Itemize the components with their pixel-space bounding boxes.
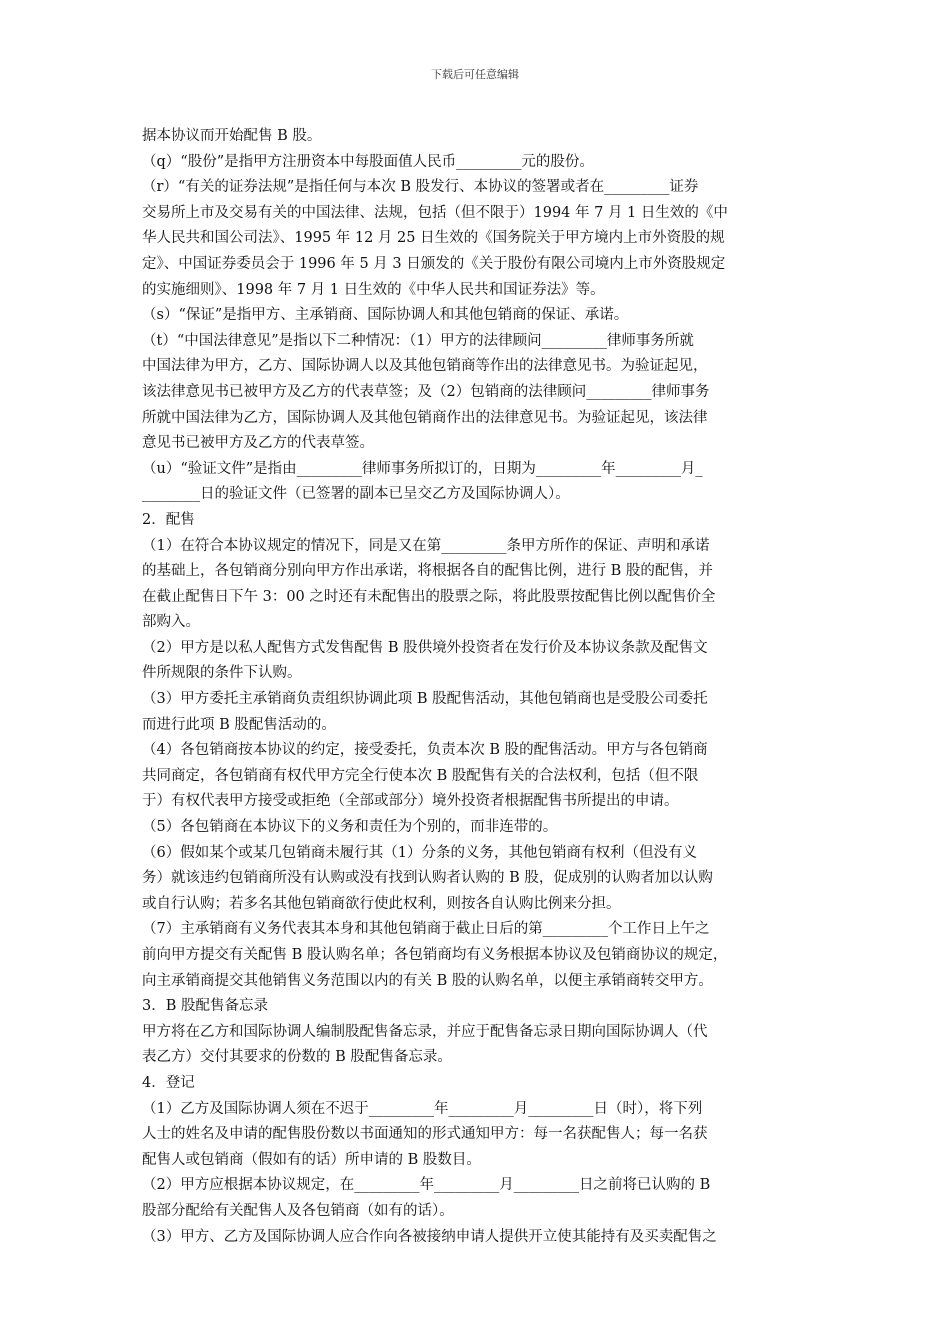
text-line: 甲方将在乙方和国际协调人编制股配售备忘录，并应于配售备忘录日期向国际协调人（代 bbox=[142, 1023, 708, 1040]
text-line: （5）各包销商在本协议下的义务和责任为个别的，而非连带的。 bbox=[142, 819, 558, 836]
text-line: 务）就该违约包销商所没有认购或没有找到认购者认购的 B 股，促成别的认购者加以认购 bbox=[142, 870, 713, 887]
text-line: 所就中国法律为乙方，国际协调人及其他包销商作出的法律意见书。为验证起见，该法律 bbox=[142, 409, 708, 426]
text-line: （6）假如某个或某几包销商未履行其（1）分条的义务，其他包销商有权利（但没有义 bbox=[142, 844, 697, 861]
text-line: 人士的姓名及申请的配售股份数以书面通知的形式通知甲方：每一名获配售人；每一名获 bbox=[142, 1126, 708, 1143]
page-header: 下载后可任意编辑 bbox=[431, 68, 519, 81]
text-line: 在截止配售日下午 3：00 之时还有未配售出的股票之际，将此股票按配售比例以配售价全 bbox=[142, 588, 716, 605]
text-line: （1）乙方及国际协调人须在不迟于_________年_________月_________日（时），将下列 bbox=[142, 1100, 703, 1117]
text-line: 表乙方）交付其要求的份数的 B 股配售备忘录。 bbox=[142, 1049, 452, 1066]
text-line: 而进行此项 B 股配售活动的。 bbox=[142, 716, 336, 733]
text-line: （t）“中国法律意见”是指以下二种情况：（1）甲方的法律顾问_________律师事务所就 bbox=[142, 332, 694, 349]
text-line: 件所规限的条件下认购。 bbox=[142, 665, 302, 682]
text-line: 定》、中国证券委员会于 1996 年 5 月 3 日颁发的《关于股份有限公司境内上市外资股规定 bbox=[142, 255, 726, 272]
text-line: 交易所上市及交易有关的中国法律、法规，包括（但不限于）1994 年 7 月 1 日生效的《中 bbox=[142, 204, 728, 221]
text-line: 配售人或包销商（假如有的话）所申请的 B 股数目。 bbox=[142, 1151, 481, 1168]
text-line: 中国法律为甲方，乙方、国际协调人以及其他包销商等作出的法律意见书。为验证起见， bbox=[142, 358, 708, 375]
text-line: 4．登记 bbox=[142, 1074, 195, 1091]
text-line: （q）“股份”是指甲方注册资本中每股面值人民币_________元的股份。 bbox=[142, 153, 594, 170]
text-line: 华人民共和国公司法》、1995 年 12 月 25 日生效的《国务院关于甲方境内上市外资股的规 bbox=[142, 230, 725, 247]
text-line: （4）各包销商按本协议的约定，接受委托，负责本次 B 股的配售活动。甲方与各包销商 bbox=[142, 742, 708, 759]
text-line: 的实施细则》、1998 年 7 月 1 日生效的《中华人民共和国证券法》等。 bbox=[142, 281, 605, 298]
text-line: （2）甲方应根据本协议规定，在_________年_________月_________日之前将已认购的 B bbox=[142, 1177, 711, 1194]
text-line: （3）甲方、乙方及国际协调人应合作向各被接纳申请人提供开立使其能持有及买卖配售之 bbox=[142, 1228, 717, 1245]
text-line: （r）“有关的证券法规”是指任何与本次 B 股发行、本协议的签署或者在_________证券 bbox=[142, 179, 699, 196]
text-line: 共同商定，各包销商有权代甲方完全行使本次 B 股配售有关的合法权利，包括（但不限 bbox=[142, 767, 699, 784]
document-body bbox=[142, 124, 818, 1250]
text-line: ________日的验证文件（已签署的副本已呈交乙方及国际协调人）。 bbox=[142, 486, 570, 503]
text-line: 意见书已被甲方及乙方的代表草签。 bbox=[142, 435, 374, 452]
text-line: 于）有权代表甲方接受或拒绝（全部或部分）境外投资者根据配售书所提出的申请。 bbox=[142, 793, 679, 810]
text-line: 股部分配给有关配售人及各包销商（如有的话）。 bbox=[142, 1202, 454, 1219]
text-line: （1）在符合本协议规定的情况下，同是又在第_________条甲方所作的保证、声明和承诺 bbox=[142, 537, 710, 554]
text-line: 或自行认购；若多名其他包销商欲行使此权利，则按各自认购比例来分担。 bbox=[142, 895, 621, 912]
text-line: （u）“验证文件”是指由_________律师事务所拟订的，日期为_________年_________月_ bbox=[142, 460, 703, 477]
text-line: 前向甲方提交有关配售 B 股认购名单；各包销商均有义务根据本协议及包销商协议的规定， bbox=[142, 947, 728, 963]
text-line: 该法律意见书已被甲方及乙方的代表草签；及（2）包销商的法律顾问_________律师事务 bbox=[142, 383, 710, 400]
text-line: （s）“保证”是指甲方、主承销商、国际协调人和其他包销商的保证、承诺。 bbox=[142, 307, 629, 324]
text-line: 2．配售 bbox=[142, 511, 195, 528]
text-line: 的基础上，各包销商分别向甲方作出承诺，将根据各自的配售比例，进行 B 股的配售，并 bbox=[142, 563, 713, 580]
text-line: 3．B 股配售备忘录 bbox=[142, 998, 268, 1015]
text-line: 向主承销商提交其他销售义务范围以内的有关 B 股的认购名单，以便主承销商转交甲方。 bbox=[142, 972, 713, 989]
text-line: （2）甲方是以私人配售方式发售配售 B 股供境外投资者在发行价及本协议条款及配售文 bbox=[142, 639, 708, 656]
text-line: （3）甲方委托主承销商负责组织协调此项 B 股配售活动，其他包销商也是受股公司委托 bbox=[142, 691, 708, 708]
text-line: 据本协议而开始配售 B 股。 bbox=[142, 128, 322, 144]
text-line: （7）主承销商有义务代表其本身和其他包销商于截止日后的第_________个工作日上午之 bbox=[142, 921, 710, 938]
text-line: 部购入。 bbox=[142, 614, 200, 631]
